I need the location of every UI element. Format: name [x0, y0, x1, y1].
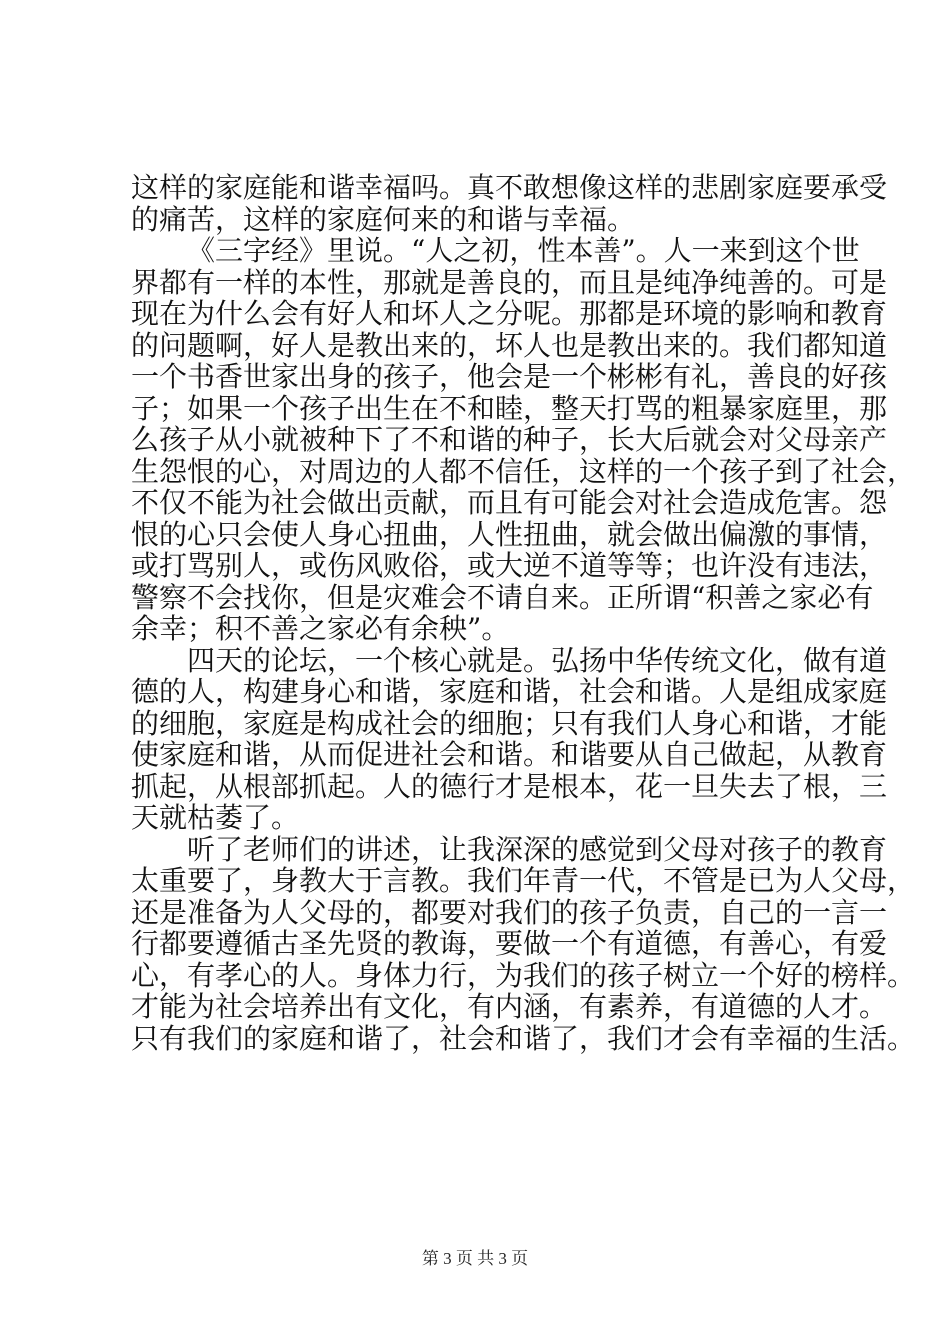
document-body	[131, 171, 916, 1055]
text-line: 四天的论坛，一个核心就是。弘扬中华传统文化，做有道	[187, 643, 888, 677]
text-line: 只有我们的家庭和谐了，社会和谐了，我们才会有幸福的生活。	[131, 1021, 916, 1055]
text-line: 才能为社会培养出有文化，有内涵，有素养，有道德的人才。	[131, 990, 888, 1023]
text-line: 恨的心只会使人身心扭曲，人性扭曲，就会做出偏激的事情，	[131, 517, 888, 551]
text-line: 德的人，构建身心和谐，家庭和谐，社会和谐。人是组成家庭	[131, 675, 888, 708]
page-number-footer: 第 3 页 共 3 页	[421, 1249, 529, 1268]
text-line: 这样的家庭能和谐幸福吗。真不敢想像这样的悲剧家庭要承受	[131, 171, 888, 204]
text-line: 么孩子从小就被种下了不和谐的种子，长大后就会对父母亲产	[131, 423, 888, 456]
text-line: 的细胞，家庭是构成社会的细胞；只有我们人身心和谐，才能	[131, 706, 888, 740]
text-line: 生怨恨的心，对周边的人都不信任，这样的一个孩子到了社会，	[131, 454, 916, 488]
text-line: 子；如果一个孩子出生在不和睦，整天打骂的粗暴家庭里，那	[131, 391, 888, 425]
text-line: 听了老师们的讲述，让我深深的感觉到父母对孩子的教育	[187, 832, 888, 866]
text-line: 抓起，从根部抓起。人的德行才是根本，花一旦失去了根，三	[131, 769, 888, 803]
text-line: 使家庭和谐，从而促进社会和谐。和谐要从自己做起，从教育	[131, 738, 888, 771]
text-line: 一个书香世家出身的孩子，他会是一个彬彬有礼，善良的好孩	[131, 360, 888, 393]
text-line: 不仅不能为社会做出贡献，而且有可能会对社会造成危害。怨	[131, 486, 888, 519]
text-line: 界都有一样的本性，那就是善良的，而且是纯净纯善的。可是	[131, 265, 888, 299]
text-line: 的问题啊，好人是教出来的，坏人也是教出来的。我们都知道	[131, 328, 888, 362]
text-line: 行都要遵循古圣先贤的教诲，要做一个有道德，有善心，有爱	[131, 927, 888, 960]
text-line: 还是准备为人父母的，都要对我们的孩子负责，自己的一言一	[131, 895, 888, 929]
text-line: 或打骂别人，或伤风败俗，或大逆不道等等；也许没有违法，	[131, 549, 888, 582]
text-line: 心，有孝心的人。身体力行，为我们的孩子树立一个好的榜样。	[131, 958, 916, 992]
text-line: 现在为什么会有好人和坏人之分呢。那都是环境的影响和教育	[131, 297, 888, 330]
text-line: 余幸；积不善之家必有余秧”。	[131, 612, 510, 645]
text-line: 的痛苦，这样的家庭何来的和谐与幸福。	[131, 202, 636, 236]
text-line: 太重要了，身教大于言教。我们年青一代，不管是已为人父母，	[131, 864, 916, 897]
text-line: 《三字经》里说。“人之初，性本善”。人一来到这个世	[187, 234, 860, 267]
text-line: 天就枯萎了。	[131, 801, 300, 834]
text-line: 警察不会找你，但是灾难会不请自来。正所谓“积善之家必有	[131, 580, 874, 614]
